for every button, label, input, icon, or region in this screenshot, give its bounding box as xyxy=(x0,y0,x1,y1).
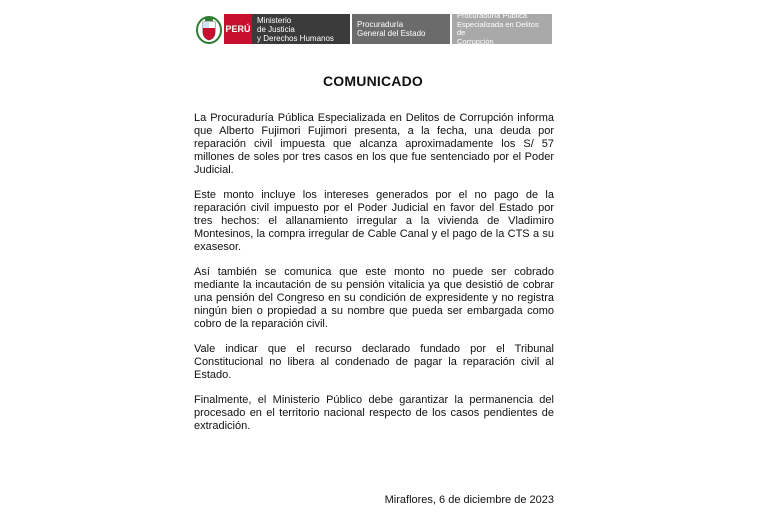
ministry-block xyxy=(252,14,350,44)
procuraduria-line2: General del Estado xyxy=(357,29,426,38)
procuraduria-line1: Procuraduría xyxy=(357,20,404,29)
especializada-line2: Especializada en Delitos de xyxy=(457,19,539,37)
especializada-line1: Procuraduría Pública xyxy=(457,11,528,20)
paragraph-5: Finalmente, el Ministerio Público debe garantizar la permanencia del procesado en el territorio nacional respecto de los casos pendientes de extradición. xyxy=(194,394,554,432)
ministry-line1: Ministerio xyxy=(257,15,292,25)
document-date: Miraflores, 6 de diciembre de 2023 xyxy=(384,494,554,506)
peru-label: PERÚ xyxy=(225,24,251,34)
especializada-block xyxy=(452,11,552,46)
coat-of-arms-icon xyxy=(196,14,222,44)
paragraph-2: Este monto incluye los intereses generados por el no pago de la reparación civil impuesto por el Poder Judicial en favor del Estado por tres hechos: el allanamiento irregular a la vivienda de Vladimiro Montesinos, la compra irregular de Cable Canal y el pago de la CTS a su exasesor. xyxy=(194,189,554,253)
procuraduria-block xyxy=(352,14,450,44)
document-body xyxy=(194,112,554,445)
letterhead xyxy=(196,11,552,46)
paragraph-1: La Procuraduría Pública Especializada en Delitos de Corrupción informa que Alberto Fujimori Fujimori presenta, a la fecha, una deuda por reparación civil impuesta que alcanza aproximadamente los S/ 57 millones de soles por tres casos en los que fue sentenciado por el Poder Judicial. xyxy=(194,112,554,176)
document-title: COMUNICADO xyxy=(323,73,423,89)
ministry-line2: de Justicia xyxy=(257,24,295,34)
peru-logo xyxy=(224,14,252,44)
ministry-line3: y Derechos Humanos xyxy=(257,33,334,43)
paragraph-4: Vale indicar que el recurso declarado fundado por el Tribunal Constitucional no libera al condenado de pagar la reparación civil al Estado. xyxy=(194,343,554,381)
especializada-line3: Corrupción xyxy=(457,36,494,46)
paragraph-3: Así también se comunica que este monto no puede ser cobrado mediante la incautación de su pensión vitalicia ya que desistió de cobrar una pensión del Congreso en su condición de expresidente y no registra ningún bien o propiedad a su nombre que pueda ser embargada como cobro de la reparación civil. xyxy=(194,266,554,330)
